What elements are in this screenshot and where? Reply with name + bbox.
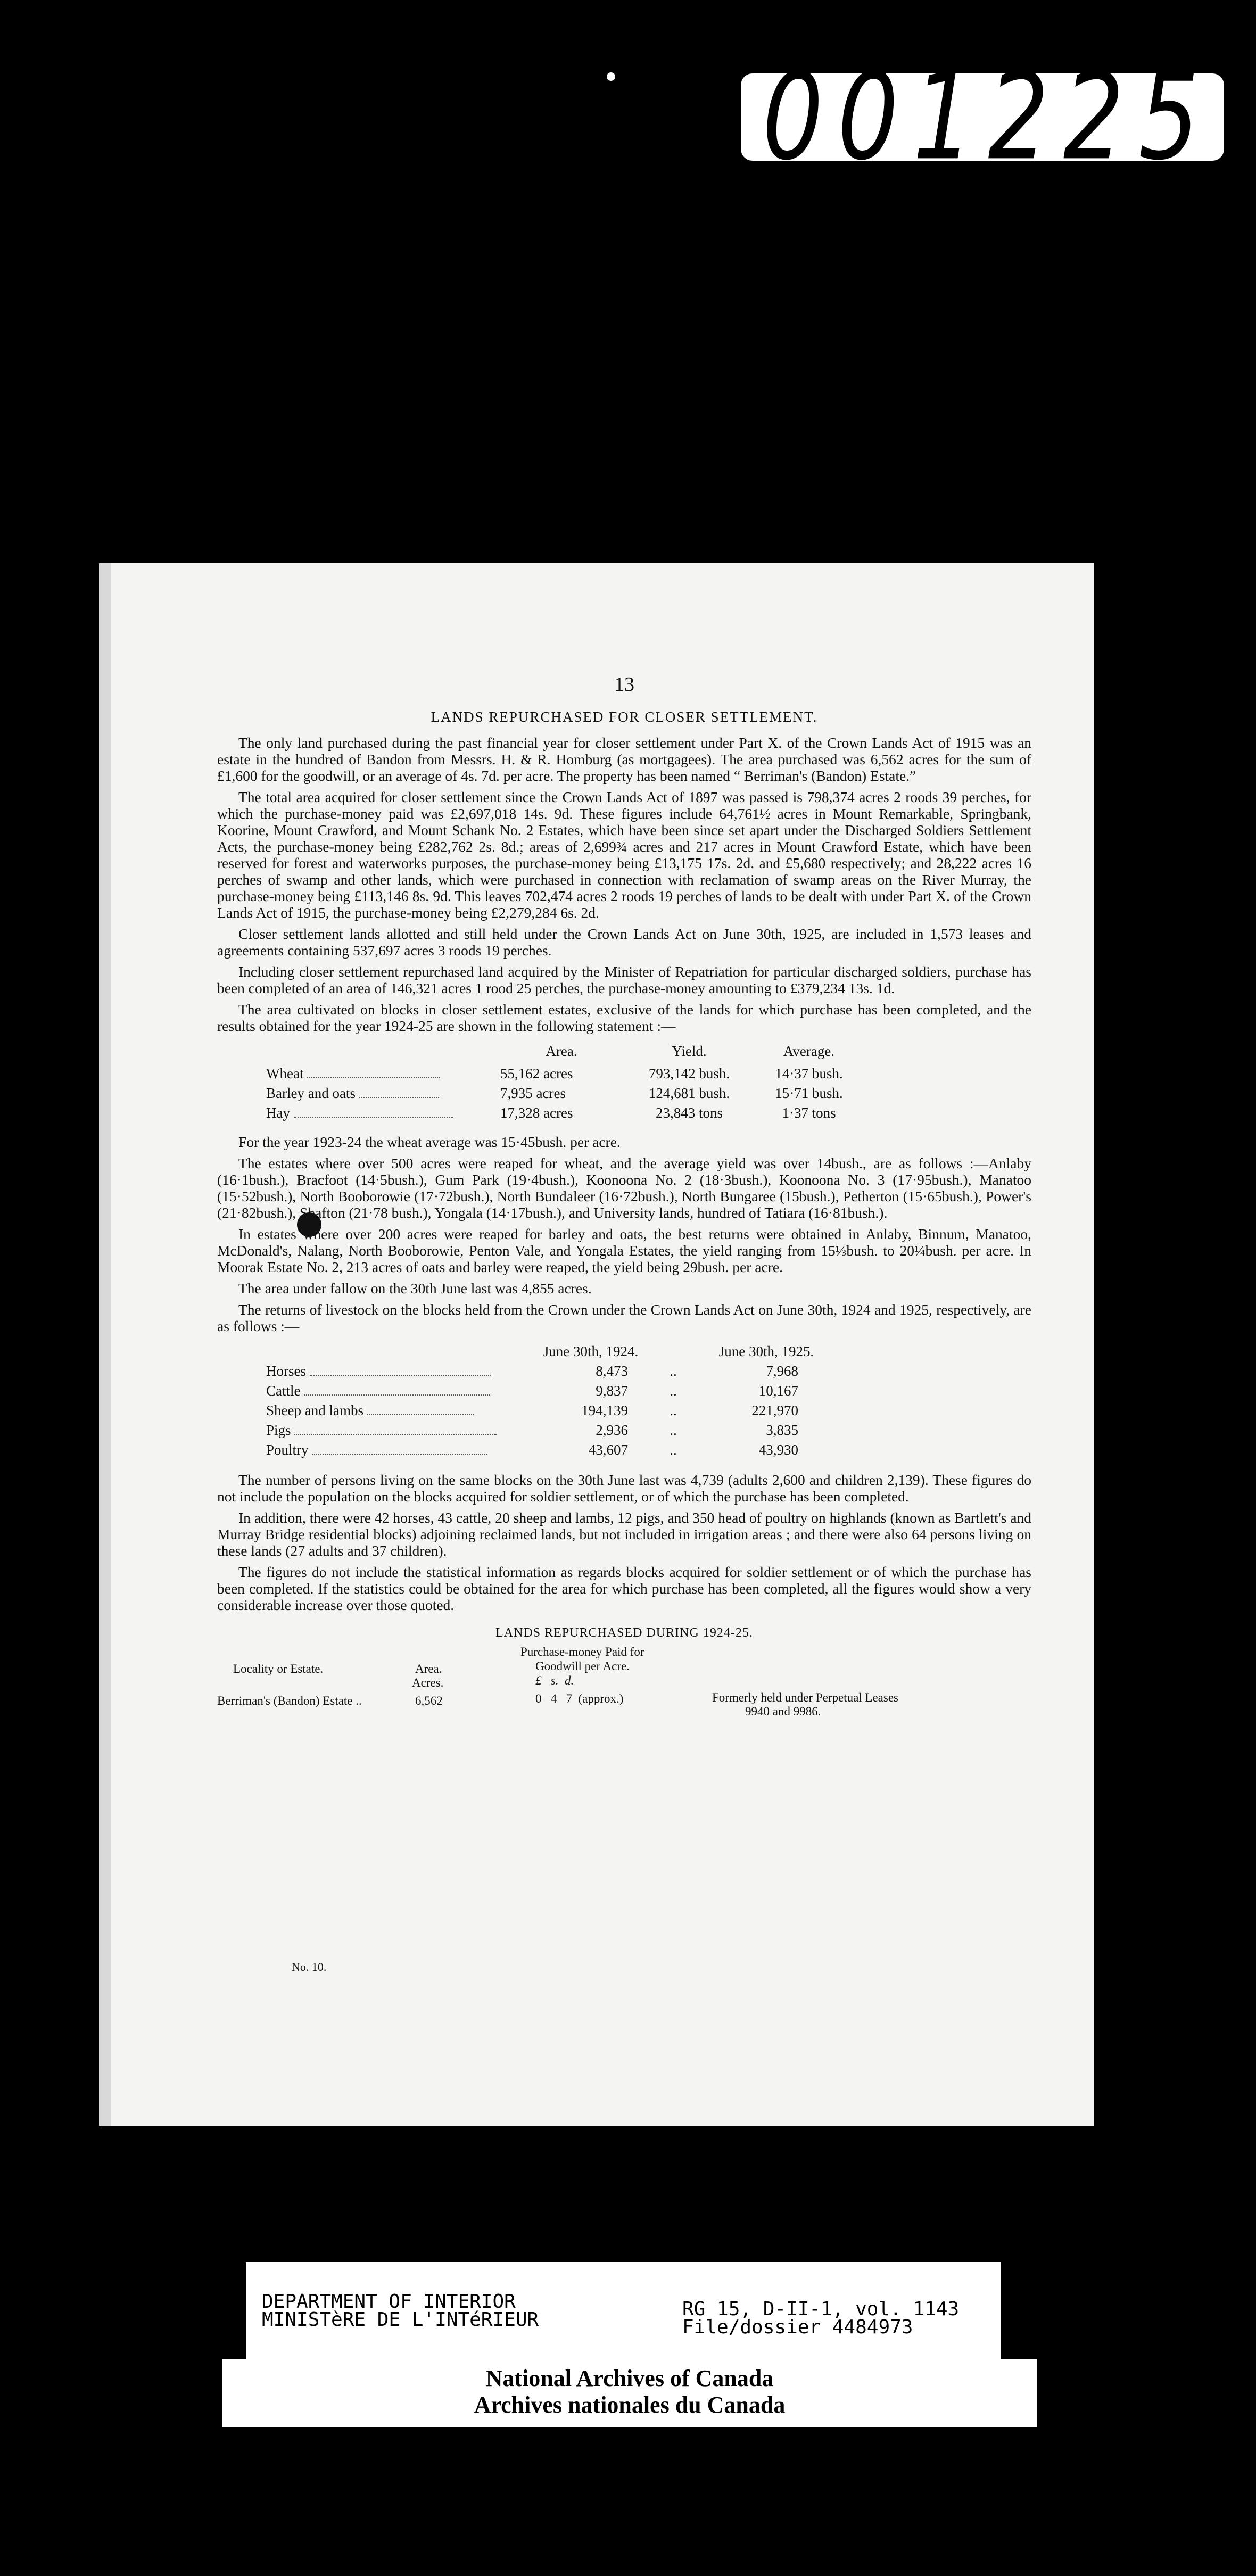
table-row bbox=[266, 1084, 862, 1103]
stamp-digit: 2 bbox=[1063, 47, 1128, 187]
crop-average: 1·37 tons bbox=[782, 1105, 836, 1121]
livestock-name: Horses bbox=[266, 1363, 306, 1379]
paragraph: The area cultivated on blocks in closer settlement estates, exclusive of the lands for which purchase has been completed, and the results obtained for the year 1924-25 are shown in the following statement :— bbox=[217, 1001, 1031, 1034]
livestock-header-1925: June 30th, 1925. bbox=[718, 1343, 814, 1359]
archives-name-fr: Archives nationales du Canada bbox=[474, 2392, 786, 2418]
crop-yield: 793,142 bush. bbox=[648, 1066, 730, 1081]
table-row: Horses 8,473 .. 7,968 bbox=[266, 1361, 836, 1381]
livestock-name: Pigs bbox=[266, 1422, 291, 1438]
estate-area: 6,562 bbox=[415, 1694, 443, 1707]
livestock-name: Poultry bbox=[266, 1442, 309, 1458]
record-group: RG 15, D-II-1, vol. 1143 bbox=[682, 2298, 960, 2320]
locality-header: Locality or Estate. bbox=[233, 1662, 324, 1675]
estate-note-2: 9940 and 9986. bbox=[745, 1705, 821, 1718]
table-row bbox=[266, 1064, 862, 1084]
livestock-1924: 8,473 bbox=[596, 1363, 628, 1379]
table-row: Cattle 9,837 .. 10,167 bbox=[266, 1381, 836, 1401]
price-header-1: Purchase-money Paid for bbox=[520, 1645, 644, 1658]
table-row bbox=[266, 1103, 862, 1123]
stamp-digit: 0 bbox=[837, 47, 902, 187]
crops-header-yield: Yield. bbox=[672, 1043, 707, 1059]
livestock-1924: 2,936 bbox=[596, 1422, 628, 1438]
crops-table bbox=[266, 1042, 862, 1123]
crop-average: 15·71 bush. bbox=[775, 1085, 843, 1101]
livestock-1925: 43,930 bbox=[758, 1442, 798, 1458]
crop-name: Barley and oats bbox=[266, 1085, 356, 1101]
price-header-2: Goodwill per Acre. bbox=[535, 1659, 630, 1673]
repurchased-heading: LANDS REPURCHASED DURING 1924-25. bbox=[495, 1626, 753, 1640]
livestock-1924: 9,837 bbox=[596, 1383, 628, 1399]
price-units: £ s. d. bbox=[535, 1674, 574, 1687]
livestock-name: Cattle bbox=[266, 1383, 301, 1399]
crop-yield: 124,681 bush. bbox=[648, 1085, 730, 1101]
estate-name: Berriman's (Bandon) Estate .. bbox=[217, 1694, 362, 1707]
dust-speck bbox=[607, 72, 615, 81]
table-row: Sheep and lambs 194,139 .. 221,970 bbox=[266, 1401, 836, 1421]
estate-price: 0 4 7 (approx.) bbox=[535, 1692, 624, 1705]
estate-note: Formerly held under Perpetual Leases bbox=[712, 1691, 898, 1704]
livestock-table bbox=[266, 1342, 836, 1460]
crop-area: 55,162 acres bbox=[500, 1066, 573, 1081]
body-text bbox=[217, 734, 1031, 1762]
page-title: LANDS REPURCHASED FOR CLOSER SETTLEMENT. bbox=[431, 709, 818, 725]
paragraph: In estates where over 200 acres were reaped for barley and oats, the best returns were obtained in Anlaby, Binnum, Manatoo, McDonald's, Nalang, North Booborowie, Penton Vale, and Yongala Estates, the yield ranging from 15⅓bush. to 20¼bush. per acre. In Moorak Estate No. 2, 213 acres of oats and barley were reaped, the yield being 29bush. per acre. bbox=[217, 1226, 1031, 1275]
paragraph: The estates where over 500 acres were reaped for wheat, and the average yield was over 14bush., are as follows :—Anlaby (16·1bush.), Bracfoot (14·5bush.), Gum Park (19·4bush.), Koonoona No. 2 (18·3bush.), Koonoona No. 3 (17·95bush.), Manatoo (15·52bush.), North Booborowie (17·72bush.), North Bundaleer (16·72bush.), North Bungaree (15bush.), Petherton (15·65bush.), Power's (21·82bush.), Shafton (21·78 bush.), Yongala (14·17bush.), and University lands, hundred of Tatiara (16·81bush.). bbox=[217, 1155, 1031, 1221]
crop-yield: 23,843 tons bbox=[655, 1105, 723, 1121]
crops-header-average: Average. bbox=[783, 1043, 835, 1059]
file-number: File/dossier 4484973 bbox=[682, 2316, 913, 2338]
paragraph: For the year 1923-24 the wheat average was 15·45bush. per acre. bbox=[238, 1134, 621, 1150]
department-label bbox=[246, 2262, 1001, 2363]
livestock-header-1924: June 30th, 1924. bbox=[543, 1343, 639, 1359]
footnote: No. 10. bbox=[292, 1960, 327, 1974]
stamp-digit: 0 bbox=[762, 47, 827, 187]
paragraph: The area under fallow on the 30th June last was 4,855 acres. bbox=[238, 1280, 592, 1297]
paragraph: The only land purchased during the past financial year for closer settlement under Part X. of the Crown Lands Act of 1915 was an estate in the hundred of Bandon from Messrs. H. & R. Homburg (as mortgagees). The area purchased was 6,562 acres for the sum of £1,600 for the goodwill, or an average of 4s. 7d. per acre. The property has been named “ Berriman's (Bandon) Estate.” bbox=[217, 734, 1031, 784]
crop-area: 7,935 acres bbox=[500, 1085, 566, 1101]
livestock-1924: 43,607 bbox=[588, 1442, 628, 1458]
paragraph: The figures do not include the statistical information as regards blocks acquired for soldier settlement or of which the purchase has been completed. If the statistics could be obtained for the area for which purchase has been completed, all the figures would show a very considerable increase over those quoted. bbox=[217, 1564, 1031, 1613]
livestock-name: Sheep and lambs bbox=[266, 1402, 363, 1418]
livestock-1925: 3,835 bbox=[766, 1422, 798, 1438]
paragraph: Closer settlement lands allotted and still held under the Crown Lands Act on June 30th, 1925, are included in 1,573 leases and agreements containing 537,697 acres 3 roods 19 perches. bbox=[217, 926, 1031, 959]
stamp-digit: 5 bbox=[1138, 47, 1203, 187]
department-name-fr: MINISTèRE DE L'INTéRIEUR bbox=[262, 2309, 539, 2331]
livestock-1925: 7,968 bbox=[766, 1363, 798, 1379]
crop-area: 17,328 acres bbox=[500, 1105, 573, 1121]
table-row: Poultry 43,607 .. 43,930 bbox=[266, 1440, 836, 1460]
page-number: 13 bbox=[614, 673, 634, 696]
area-header: Area. bbox=[415, 1662, 442, 1675]
area-unit: Acres. bbox=[412, 1676, 444, 1689]
table-row: Pigs 2,936 .. 3,835 bbox=[266, 1421, 836, 1440]
paragraph: The number of persons living on the same blocks on the 30th June last was 4,739 (adults 2,600 and children 2,139). These figures do not include the population on the blocks acquired for soldier settlement, or of which the purchase has been completed. bbox=[217, 1472, 1031, 1505]
livestock-1924: 194,139 bbox=[581, 1402, 628, 1418]
paragraph: Including closer settlement repurchased land acquired by the Minister of Repatriation for particular discharged soldiers, purchase has been completed of an area of 146,321 acres 1 rood 25 perches, the purchase-money amounting to £379,234 13s. 1d. bbox=[217, 963, 1031, 996]
document-page bbox=[111, 563, 1094, 2126]
archives-label bbox=[222, 2359, 1037, 2427]
crop-name: Wheat bbox=[266, 1066, 304, 1081]
repurchased-table bbox=[217, 1645, 1031, 1762]
livestock-1925: 221,970 bbox=[751, 1402, 798, 1418]
stamp-digit: 2 bbox=[988, 47, 1052, 187]
department-name-en: DEPARTMENT OF INTERIOR bbox=[262, 2291, 516, 2313]
stamp-digit: 1 bbox=[913, 47, 977, 187]
stamp-number bbox=[741, 47, 1224, 187]
archives-name-en: National Archives of Canada bbox=[485, 2365, 774, 2391]
paragraph: In addition, there were 42 horses, 43 cattle, 20 sheep and lambs, 12 pigs, and 350 head of poultry on highlands (known as Bartlett's and Murray Bridge residential blocks) adjoining reclaimed lands, but not included in irrigation areas ; and there were also 64 persons living on these lands (27 adults and 37 children). bbox=[217, 1509, 1031, 1559]
paragraph: The total area acquired for closer settlement since the Crown Lands Act of 1897 was passed is 798,374 acres 2 roods 39 perches, for which the purchase-money paid was £2,697,018 14s. 9d. These figures include 64,761½ acres in Mount Remarkable, Springbank, Koorine, Mount Crawford, and Mount Schank No. 2 Estates, which have been since set apart under the Discharged Soldiers Settlement Acts, the purchase-money being £282,762 2s. 8d.; areas of 2,699¾ acres and 217 acres in Mount Crawford Estate, which have been reserved for forest and waterworks purposes, the purchase-money being £13,175 17s. 2d. and £5,680 respectively; and 28,222 acres 16 perches of swamp and other lands, which were purchased in connection with reclamation of swamp areas on the River Murray, the purchase-money being £113,146 8s. 9d. This leaves 702,474 acres 2 roods 19 perches of lands to be dealt with under Part X. of the Crown Lands Act of 1915, the purchase-money being £2,279,284 6s. 2d. bbox=[217, 789, 1031, 921]
crops-header-area: Area. bbox=[546, 1043, 577, 1059]
crop-name: Hay bbox=[266, 1105, 290, 1121]
paragraph: The returns of livestock on the blocks held from the Crown under the Crown Lands Act on June 30th, 1924 and 1925, respectively, are as follows :— bbox=[217, 1301, 1031, 1334]
livestock-1925: 10,167 bbox=[758, 1383, 798, 1399]
crop-average: 14·37 bush. bbox=[775, 1066, 843, 1081]
